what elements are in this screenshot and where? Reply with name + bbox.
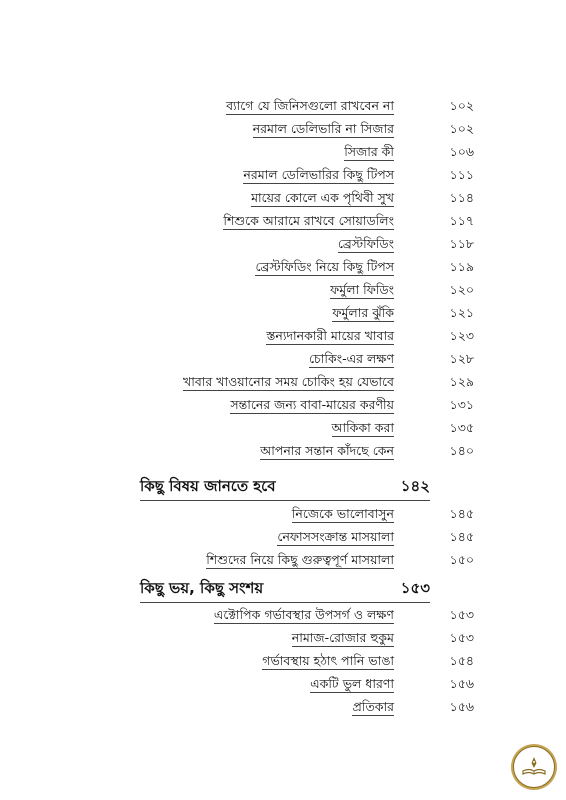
toc-entry-page: ১১১ <box>449 167 474 182</box>
toc-entry-title: খাবার খাওয়ানোর সময় চোকিং হয় যেভাবে <box>183 374 394 389</box>
toc-entry-page: ১৫৬ <box>449 676 474 691</box>
toc-entry-page: ১৫৩ <box>449 607 474 622</box>
toc-entry-page: ১০২ <box>449 121 474 136</box>
toc-entry-title: শিশুদের নিয়ে কিছু গুরুত্বপূর্ণ মাসয়ালা <box>206 552 394 567</box>
toc-entry-title: একটি ভুল ধারণা <box>310 676 394 691</box>
toc-entry-page: ১৪৫ <box>449 506 474 521</box>
toc-entry-page: ১৫০ <box>449 552 474 567</box>
toc-entry-title: ব্যাগে যে জিনিসগুলো রাখবেন না <box>226 98 394 113</box>
toc-entry-title: ব্রেস্টফিডিং নিয়ে কিছু টিপস <box>255 259 394 274</box>
toc-entry[interactable] <box>90 281 474 303</box>
toc-entry-page: ১২৮ <box>449 351 474 366</box>
toc-entry-title: সিজার কী <box>344 144 394 159</box>
toc-entry[interactable] <box>90 258 474 280</box>
toc-entry-title: স্তন্যদানকারী মায়ের খাবার <box>266 328 394 343</box>
book-pen-icon <box>519 752 549 782</box>
toc-entry-page: ১৫৬ <box>449 699 474 714</box>
toc-entry[interactable] <box>90 551 474 573</box>
toc-entry-page: ১২১ <box>449 305 474 320</box>
toc-entry-title: নামাজ-রোজার হুকুম <box>291 630 394 645</box>
toc-entry[interactable] <box>90 166 474 188</box>
toc-entry-page: ১২৩ <box>449 328 474 343</box>
toc-entry-page: ১০৬ <box>449 144 474 159</box>
toc-entry[interactable] <box>90 505 474 527</box>
toc-entry-page: ১৪৫ <box>449 529 474 544</box>
toc-entry[interactable] <box>90 442 474 464</box>
toc-entry-title: আপনার সন্তান কাঁদছে কেন <box>260 443 394 458</box>
toc-entry[interactable] <box>90 120 474 142</box>
toc-entry-title: নরমাল ডেলিভারির কিছু টিপস <box>243 167 394 182</box>
toc-entry[interactable] <box>90 304 474 326</box>
toc-entry-page: ১৫৩ <box>449 630 474 645</box>
toc-entry-title: নেফাসসংক্রান্ত মাসয়ালা <box>277 529 394 544</box>
section-heading[interactable] <box>140 576 430 603</box>
toc-entry-page: ১৪০ <box>449 443 474 458</box>
toc-entry-title: নরমাল ডেলিভারি না সিজার <box>252 121 394 136</box>
toc-entry[interactable] <box>90 97 474 119</box>
toc-entry-page: ১৩১ <box>449 397 474 412</box>
toc-entry-title: এক্টোপিক গর্ভাবস্থার উপসর্গ ও লক্ষণ <box>213 607 394 622</box>
book-pen-logo-icon <box>511 744 557 790</box>
toc-entry[interactable] <box>90 212 474 234</box>
toc-entry-page: ১৫৪ <box>449 653 474 668</box>
toc-entry-page: ১৩৫ <box>449 420 474 435</box>
toc-entry-title: আকিকা করা <box>331 420 394 435</box>
toc-entry[interactable] <box>90 235 474 257</box>
toc-entry-page: ১১৯ <box>449 259 474 274</box>
toc-entry[interactable] <box>90 189 474 211</box>
toc-entry[interactable] <box>90 606 474 628</box>
toc-entry[interactable] <box>90 652 474 674</box>
toc-entry[interactable] <box>90 698 474 720</box>
toc-entry-title: সন্তানের জন্য বাবা-মায়ের করণীয় <box>230 397 394 412</box>
toc-entry[interactable] <box>90 528 474 550</box>
toc-entry-title: ফর্মুলার ঝুঁকি <box>332 305 394 320</box>
section-title: কিছু ভয়, কিছু সংশয় <box>140 578 264 597</box>
toc-entry-title: প্রতিকার <box>352 699 394 714</box>
toc-entry-page: ১১৭ <box>449 213 474 228</box>
toc-entry[interactable] <box>90 396 474 418</box>
toc-entry[interactable] <box>90 373 474 395</box>
section-title: কিছু বিষয় জানতে হবে <box>140 476 276 495</box>
toc-entry[interactable] <box>90 419 474 441</box>
toc-entry-page: ১০২ <box>449 98 474 113</box>
toc-entry-title: মায়ের কোলে এক পৃথিবী সুখ <box>251 190 394 205</box>
toc-entry-title: গর্ভাবস্থায় হঠাৎ পানি ভাঙা <box>262 653 394 668</box>
toc-entry-title: ব্রেস্টফিডিং <box>337 236 394 251</box>
toc-entry[interactable] <box>90 327 474 349</box>
toc-entry-title: শিশুকে আরামে রাখবে সোয়াডলিং <box>223 213 394 228</box>
toc-entry-title: চোকিং-এর লক্ষণ <box>308 351 394 366</box>
toc-entry-title: নিজেকে ভালোবাসুন <box>291 506 394 521</box>
toc-entry-page: ১২৯ <box>449 374 474 389</box>
toc-entry-page: ১১৪ <box>449 190 474 205</box>
toc-entry[interactable] <box>90 675 474 697</box>
toc-entry[interactable] <box>90 629 474 651</box>
toc-entry-page: ১১৮ <box>449 236 474 251</box>
section-heading[interactable] <box>140 474 430 501</box>
toc-entry[interactable] <box>90 143 474 165</box>
toc-entry-page: ১২০ <box>449 282 474 297</box>
toc-entry[interactable] <box>90 350 474 372</box>
section-page: ১৫৩ <box>400 578 430 597</box>
toc-entry-title: ফর্মুলা ফিডিং <box>330 282 394 297</box>
section-page: ১৪২ <box>400 476 430 495</box>
